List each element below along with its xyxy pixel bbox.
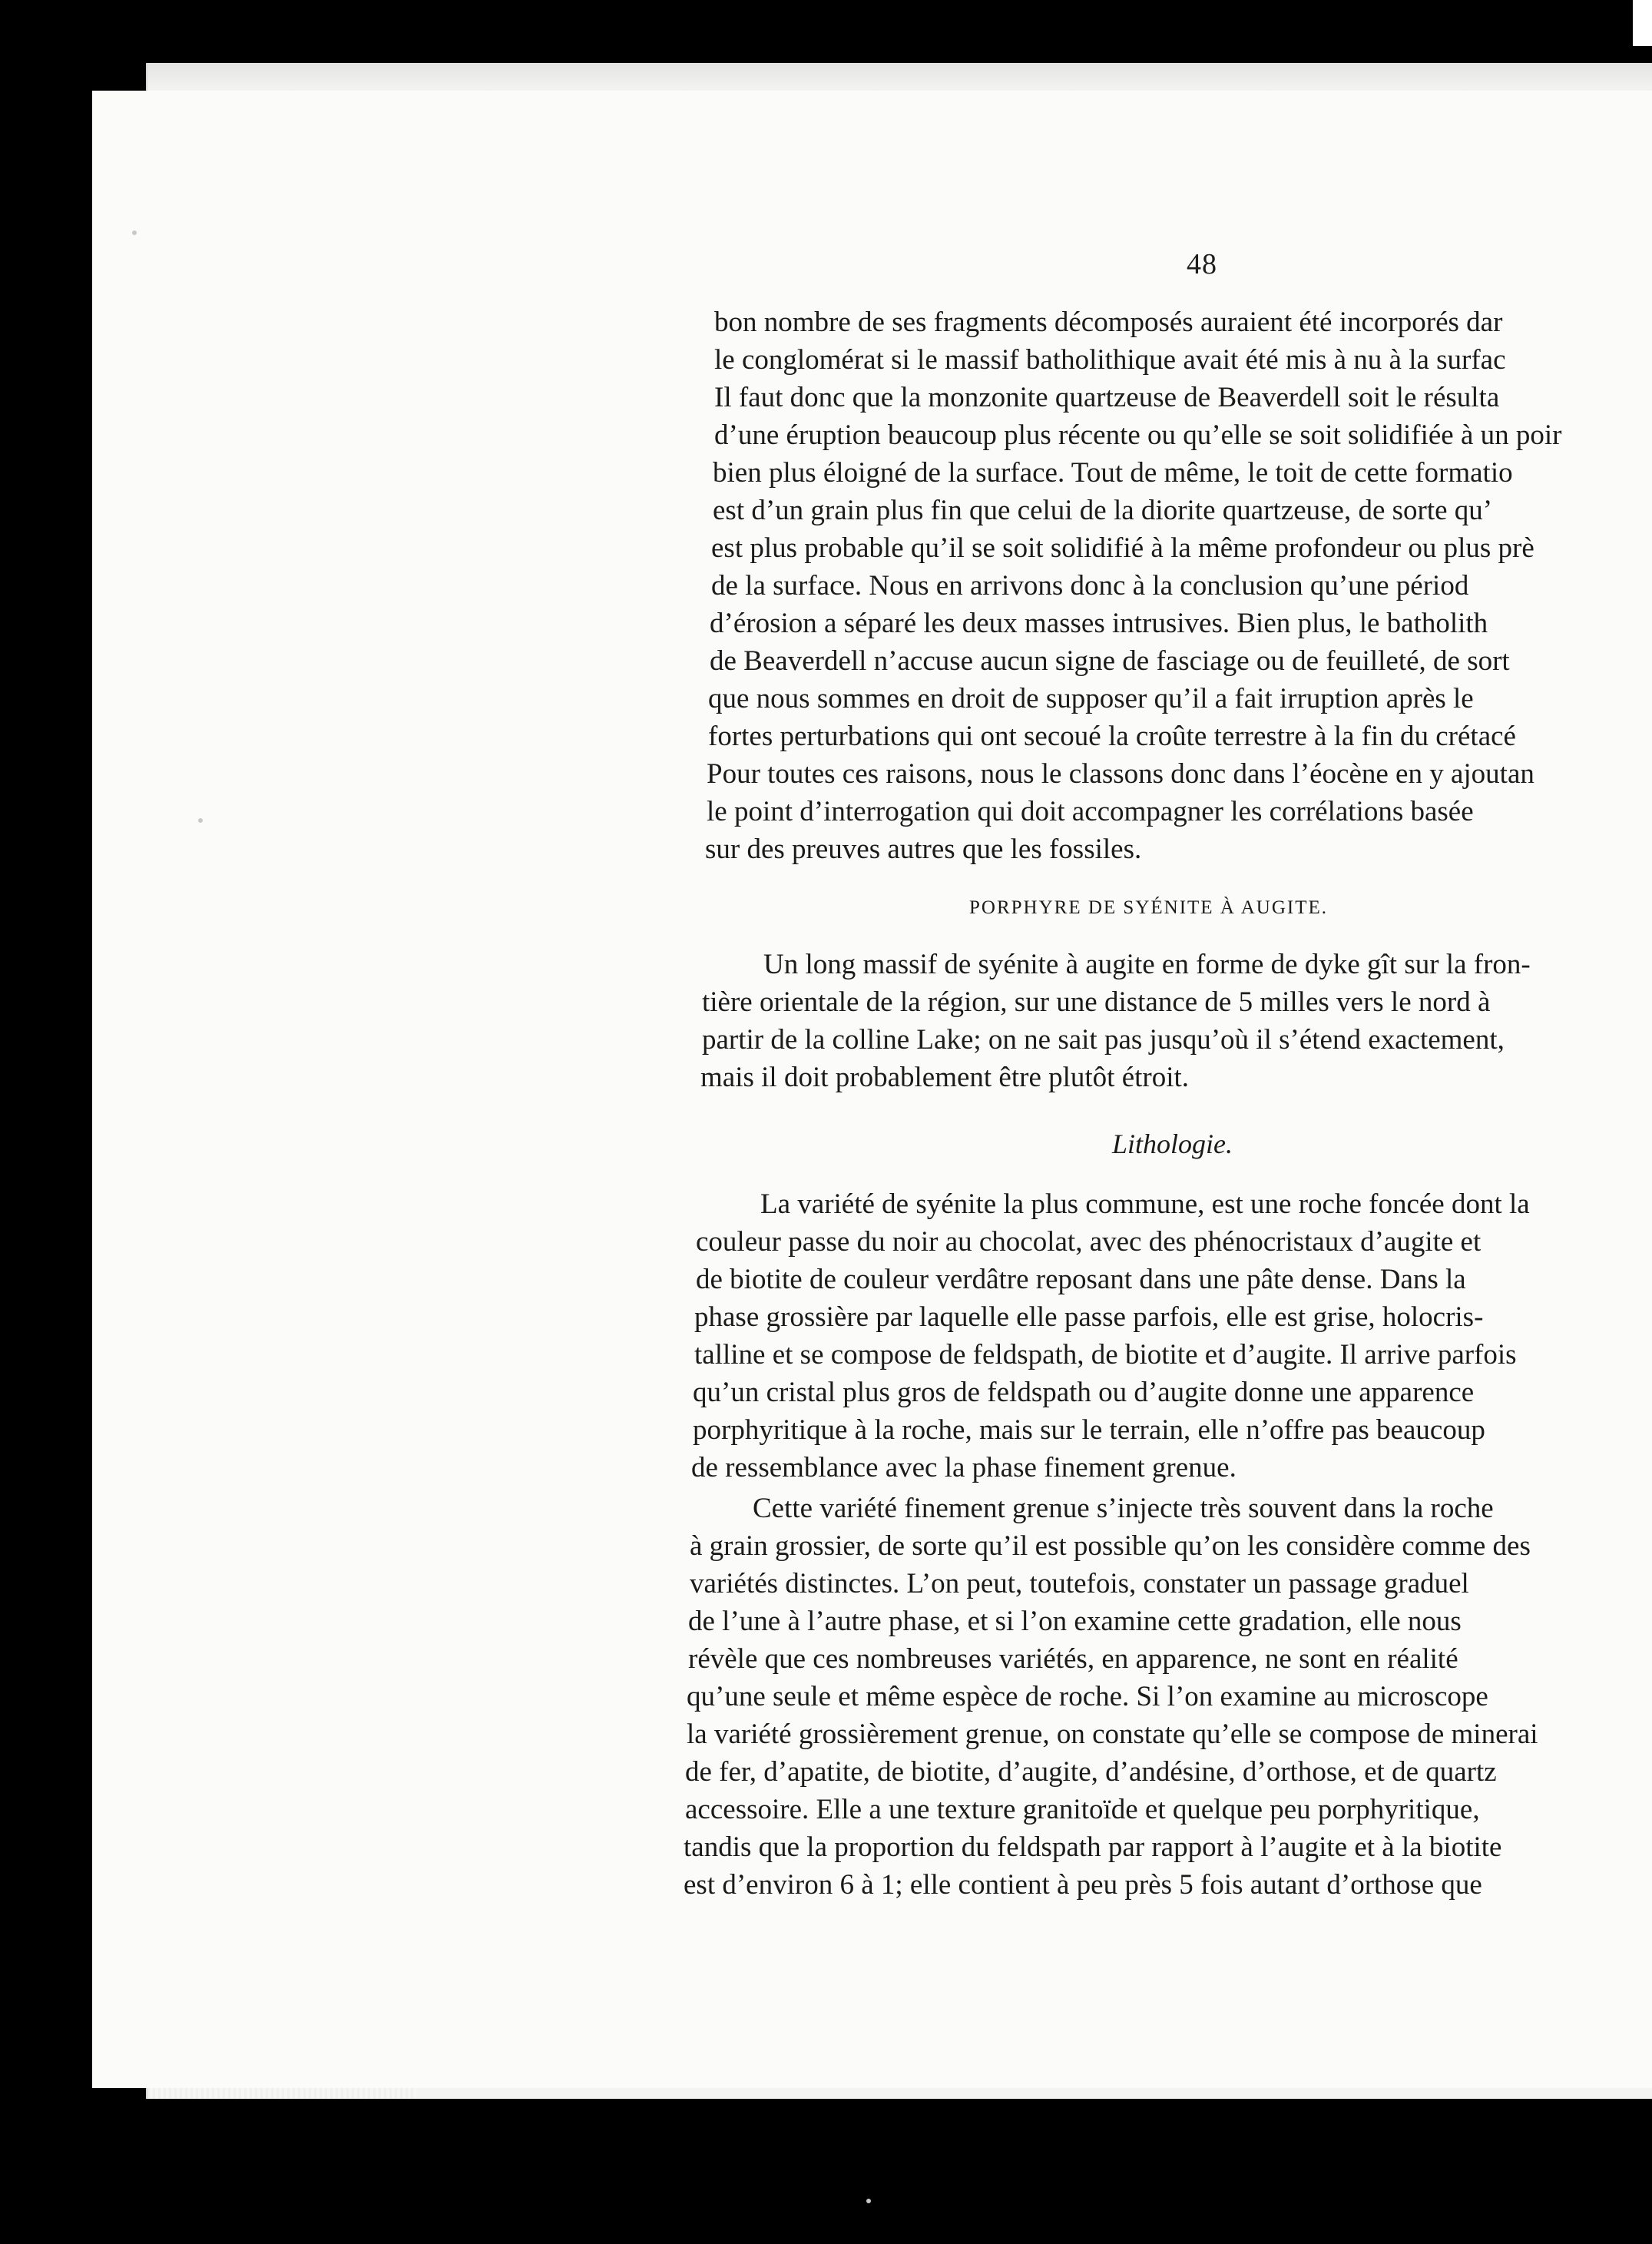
body-text-line: de biotite de couleur verdâtre reposant dans une pâte dense. Dans la: [696, 1264, 1466, 1295]
body-text-line: de fer, d’apatite, de biotite, d’augite, d’andésine, d’orthose, et de quartz: [685, 1756, 1497, 1788]
body-text-line: de Beaverdell n’accuse aucun signe de fasciage ou de feuilleté, de sort: [710, 645, 1510, 677]
dust-speck: [866, 2199, 871, 2203]
body-text-line: La variété de syénite la plus commune, est une roche foncée dont la: [760, 1188, 1530, 1220]
body-text-line: qu’un cristal plus gros de feldspath ou d’augite donne une apparence: [693, 1377, 1475, 1408]
body-text-line: de l’une à l’autre phase, et si l’on examine cette gradation, elle nous: [688, 1606, 1462, 1637]
body-text-line: le point d’interrogation qui doit accompagner les corrélations basée: [707, 796, 1474, 827]
body-text-line: est d’un grain plus fin que celui de la diorite quartzeuse, de sorte qu’: [713, 495, 1493, 526]
body-text-line: d’érosion a séparé les deux masses intrusives. Bien plus, le batholith: [710, 608, 1488, 639]
body-text-line: couleur passe du noir au chocolat, avec des phénocristaux d’augite et: [696, 1226, 1482, 1258]
body-text-line: tière orientale de la région, sur une distance de 5 milles vers le nord à: [702, 986, 1491, 1018]
body-text-line: Un long massif de syénite à augite en forme de dyke gît sur la fron-: [763, 949, 1531, 980]
body-text-line: mais il doit probablement être plutôt étroit.: [700, 1062, 1190, 1093]
body-text-line: sur des preuves autres que les fossiles.: [705, 834, 1142, 865]
dust-speck: [132, 230, 137, 235]
body-text-line: Pour toutes ces raisons, nous le classons donc dans l’éocène en y ajoutan: [707, 758, 1534, 790]
body-text-line: qu’une seule et même espèce de roche. Si l’on examine au microscope: [687, 1681, 1488, 1712]
body-text-line: à grain grossier, de sorte qu’il est possible qu’on les considère comme des: [690, 1530, 1531, 1562]
page-number: 48: [1187, 248, 1217, 280]
body-text-line: Il faut donc que la monzonite quartzeuse de Beaverdell soit le résulta: [714, 382, 1500, 413]
body-text-line: de ressemblance avec la phase finement grenue.: [691, 1452, 1237, 1483]
body-text-line: porphyritique à la roche, mais sur le terrain, elle n’offre pas beaucoup: [693, 1414, 1485, 1446]
body-text-line: le conglomérat si le massif batholithique avait été mis à nu à la surfac: [714, 344, 1506, 376]
body-text-line: d’une éruption beaucoup plus récente ou qu’elle se soit solidifiée à un poir: [714, 419, 1562, 451]
body-text-line: que nous sommes en droit de supposer qu’il a fait irruption après le: [708, 683, 1474, 714]
body-text-line: de la surface. Nous en arrivons donc à la conclusion qu’une périod: [711, 570, 1469, 602]
body-text-line: variétés distinctes. L’on peut, toutefois, constater un passage graduel: [690, 1568, 1469, 1599]
body-text-line: partir de la colline Lake; on ne sait pas jusqu’où il s’étend exactement,: [702, 1024, 1505, 1056]
body-text-line: accessoire. Elle a une texture granitoïde et quelque peu porphyritique,: [685, 1794, 1480, 1825]
subsection-heading: Lithologie.: [1112, 1129, 1233, 1159]
body-text-line: tandis que la proportion du feldspath par rapport à l’augite et à la biotite: [684, 1831, 1502, 1863]
dust-speck: [198, 818, 203, 823]
top-page-edge: [147, 63, 1652, 92]
body-text-line: révèle que ces nombreuses variétés, en apparence, ne sont en réalité: [688, 1643, 1458, 1675]
body-text-line: phase grossière par laquelle elle passe parfois, elle est grise, holocris-: [694, 1301, 1484, 1333]
body-text-line: bon nombre de ses fragments décomposés auraient été incorporés dar: [714, 307, 1503, 338]
corner-scan-artifact: [1633, 0, 1652, 46]
body-text-line: bien plus éloigné de la surface. Tout de même, le toit de cette formatio: [713, 457, 1513, 489]
body-text-line: est plus probable qu’il se soit solidifié à la même profondeur ou plus prè: [711, 532, 1534, 564]
section-heading: PORPHYRE DE SYÉNITE À AUGITE.: [969, 897, 1329, 918]
body-text-line: est d’environ 6 à 1; elle contient à peu près 5 fois autant d’orthose que: [684, 1869, 1482, 1901]
body-text-line: la variété grossièrement grenue, on constate qu’elle se compose de minerai: [687, 1719, 1538, 1750]
body-text-line: fortes perturbations qui ont secoué la croûte terrestre à la fin du crétacé: [708, 721, 1516, 752]
body-text-line: Cette variété finement grenue s’injecte très souvent dans la roche: [753, 1493, 1494, 1524]
body-text-line: talline et se compose de feldspath, de biotite et d’augite. Il arrive parfois: [694, 1339, 1517, 1371]
